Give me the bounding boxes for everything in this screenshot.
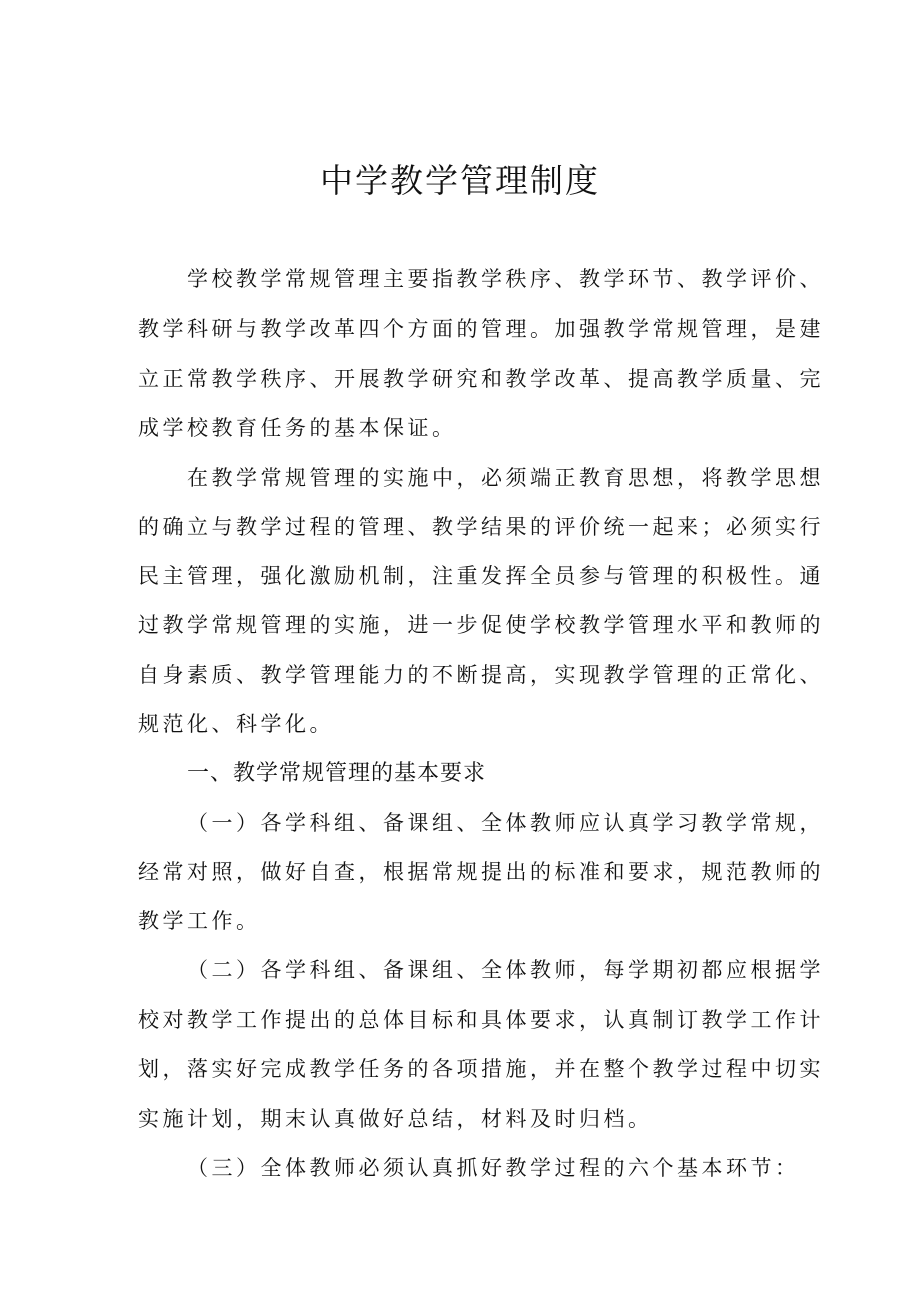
requirement-line: 划，落实好完成教学任务的各项措施，并在整个教学过程中切实 — [138, 1057, 824, 1081]
paragraph-line: 规范化、科学化。 — [138, 712, 334, 736]
paragraph-line: 在教学常规管理的实施中，必须端正教育思想，将教学思想 — [187, 466, 824, 490]
requirement-line: 校对教学工作提出的总体目标和具体要求，认真制订教学工作计 — [138, 1008, 824, 1032]
paragraph-line: 自身素质、教学管理能力的不断提高，实现教学管理的正常化、 — [138, 663, 824, 687]
paragraph-line: 过教学常规管理的实施，进一步促使学校教学管理水平和教师的 — [138, 613, 824, 637]
requirement-line: （一）各学科组、备课组、全体教师应认真学习教学常规， — [187, 811, 824, 835]
requirement-line: 实施计划，期末认真做好总结，材料及时归档。 — [138, 1107, 653, 1131]
paragraph-line: 立正常教学秩序、开展教学研究和教学改革、提高教学质量、完 — [138, 367, 824, 391]
paragraph-line: 民主管理，强化激励机制，注重发挥全员参与管理的积极性。通 — [138, 564, 824, 588]
section-heading: 一、教学常规管理的基本要求 — [187, 761, 487, 786]
requirement-line: （二）各学科组、备课组、全体教师，每学期初都应根据学 — [187, 958, 824, 982]
document-title: 中学教学管理制度 — [320, 161, 600, 200]
paragraph-line: 学校教学常规管理主要指教学秩序、教学环节、教学评价、 — [187, 267, 824, 291]
requirement-line: 经常对照，做好自查，根据常规提出的标准和要求，规范教师的 — [138, 860, 824, 884]
requirement-line: （三）全体教师必须认真抓好教学过程的六个基本环节： — [187, 1156, 800, 1180]
paragraph-line: 教学科研与教学改革四个方面的管理。加强教学常规管理，是建 — [138, 317, 824, 341]
requirement-line: 教学工作。 — [138, 909, 261, 933]
paragraph-line: 成学校教育任务的基本保证。 — [138, 416, 457, 440]
paragraph-line: 的确立与教学过程的管理、教学结果的评价统一起来；必须实行 — [138, 515, 824, 539]
